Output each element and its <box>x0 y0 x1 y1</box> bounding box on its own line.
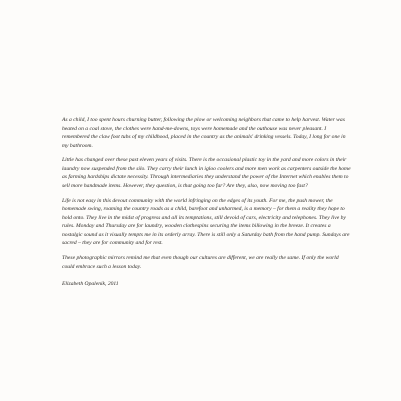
essay-text <box>62 116 352 295</box>
paragraph-3: Life is not easy in this devout community with the world infringing on the edges of its youth. For me, the push mower, the homemade swing, roaming the country roads as a child, barefoot and unharmed, is a memory – for them a reality they hope to hold onto. They live in the midst of progress and all its temptations, still devoid of cars, electricity and telephones. They live by rules. Monday and Thursday are for laundry, wooden clothespins securing the items billowing in the breeze. It creates a nostalgic sound as it visually tempts me in its orderly array. There is still only a Saturday bath from the hand pump. Sundays are sacred – they are for community and for rest. <box>62 197 350 247</box>
author-signature: Elizabeth Opalenik, 2011 <box>62 281 119 288</box>
paragraph-2: Little has changed over these past eleven years of visits. There is the occasional plastic toy in the yard and more colors in their laundry now suspended from the silo. They carry their lunch in igloo coolers and more men work as carpenters outside the home as farming hardships dictate necessity. Through intermediaries they understand the power of the Internet which enables them to sell more handmade items. However, they question, is that going too far? Are they, also, now moving too fast? <box>62 157 351 190</box>
paragraph-4: These photographic mirrors remind me that even though our cultures are different, we are really the same. If only the world could embrace such a lesson today. <box>62 255 339 270</box>
paragraph-1: As a child, I too spent hours churning butter, following the plow or welcoming neighbors that came to help harvest. Water was heated on a coal stove, the clothes were hand-me-downs, toys were homemade and the outhouse was never pleasant. I remembered the claw foot tubs of my childhood, placed in the country as the animals' drinking vessels. Today, I long for one in my bathroom. <box>62 117 346 149</box>
